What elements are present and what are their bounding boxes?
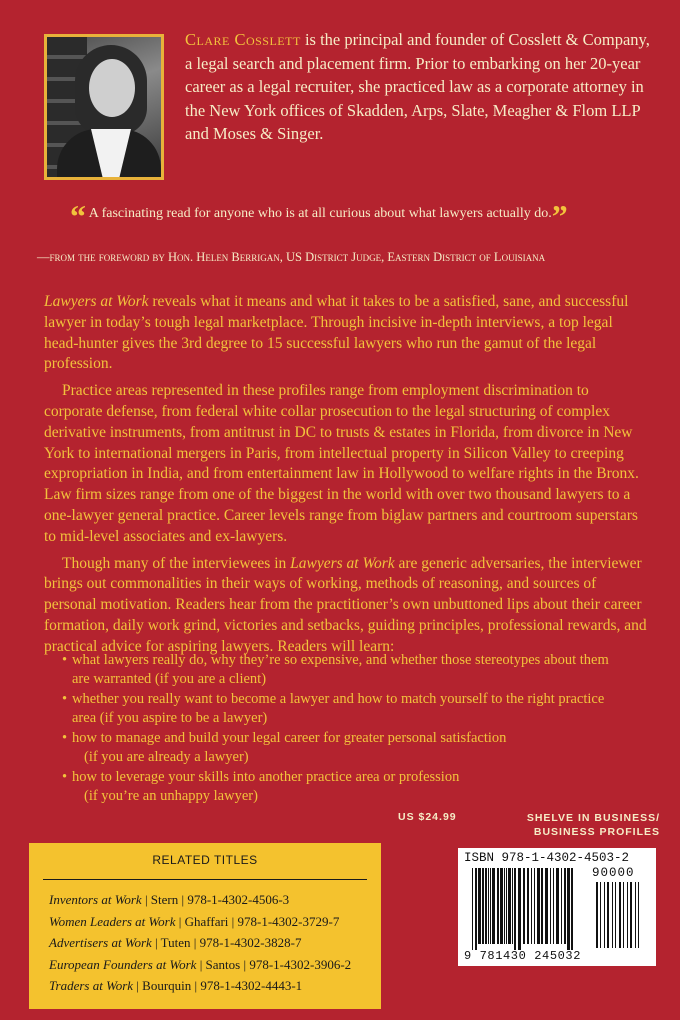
close-quote-mark: ” [551,198,568,234]
barcode-bar [638,882,639,948]
barcode-bar [541,868,543,944]
list-item-text: how to leverage your skills into another practice area or profession [72,769,460,785]
barcode-bar [571,868,573,950]
price-label: US $24.99 [398,811,457,823]
related-title-item [49,932,351,954]
barcode-bar [497,868,499,944]
barcode-bar [564,868,566,944]
author-name: Clare Cosslett [185,30,301,49]
related-title-name: European Founders at Work [49,956,197,972]
barcode-digits: 9 781430 245032 [464,949,582,963]
divider [43,879,367,880]
bullet-dot: • [62,652,68,668]
barcode-bar [492,868,495,944]
isbn-number: ISBN 978-1-4302-4503-2 [464,851,630,865]
list-item-audience: (if you’re an unhappy lawyer) [84,788,258,804]
barcode-bar [600,882,601,948]
description-p3-text: are generic adversaries, the interviewer brings out commonalities in their ways of working, methods of reasoning, and sources of personal motivation. Readers hear from the practitioner’s own unbuttoned lips about their career formation, daily work grind, victories and setbacks, guiding principles, professional rewards, and practical advice for aspiring lawyers. Readers will learn: [44,554,647,655]
barcode-bar [504,868,505,944]
description-paragraph-2: Practice areas represented in these profiles range from employment discrimination to corporate defense, from federal white collar prosecution to the legal structuring of complex derivative instruments, from antitrust in DC to trusts & estates in Florida, from divorce in New York to international mergers in Paris, from intellectual property in Silicon Valley to creeping expropriation in India, and from entertainment law in Hollywood to welfare rights in the Bronx. Law firm sizes range from one of the biggest in the world with over two thousand lawyers to a one-lawyer general practice. Career levels range from biglaw partners and courtroom superstars to mid-level associates and ex-lawyers. [44,382,639,545]
barcode-bar [550,868,551,944]
barcode-bar [506,868,507,944]
quote-text: A fascinating read for anyone who is at all curious about what lawyers actually do. [88,206,552,221]
barcode-bar [518,868,521,950]
list-item [62,651,622,689]
description-paragraph-1 [44,292,650,375]
list-item [62,690,622,728]
endorsement-quote [70,198,630,234]
related-title-details: | Ghaffari | 978-1-4302-3729-7 [175,913,340,929]
barcode-bar [508,868,511,944]
shelving-category [510,811,660,839]
isbn-barcode [458,848,656,966]
related-title-item [49,889,351,911]
barcode-bar [514,868,516,950]
related-title-details: | Stern | 978-1-4302-4506-3 [141,892,290,907]
barcode-bar [612,882,613,948]
barcode-bar [596,882,598,948]
barcode-bar [478,868,481,944]
shelving-line-2: BUSINESS PROFILES [533,826,660,838]
author-face [89,59,135,117]
quote-attribution [37,250,657,265]
barcode-bar [490,868,491,944]
list-item-text: whether you really want to become a lawyer and how to match yourself to the right practice area (if you aspire to be a lawyer) [72,691,605,726]
barcode-bar [553,868,554,944]
related-titles-heading: RELATED TITLES [152,853,258,867]
shelving-line-1: SHELVE IN BUSINESS/ [526,812,660,824]
related-title-item [49,975,351,997]
attribution-name: Hon. Helen Berrigan, US District Judge, Eastern District of Louisiana [168,250,546,264]
barcode-bar [500,868,503,944]
barcode-bar [630,882,632,948]
barcode-bar [561,868,562,944]
barcode-bar [567,868,570,950]
bullet-dot: • [62,691,68,707]
barcode-bar [635,882,636,948]
bullet-dot: • [62,769,68,785]
attribution-prefix: —from the foreword by [37,250,169,264]
barcode-bar [527,868,529,944]
related-title-name: Inventors at Work [49,892,142,907]
related-title-name: Advertisers at Work [49,935,152,950]
barcode-bar [531,868,532,944]
list-item-audience: (if you are already a lawyer) [84,749,249,765]
related-title-name: Traders at Work [49,978,134,993]
list-item [62,729,622,767]
barcode-bar [472,868,473,950]
barcode-bar [623,882,624,948]
barcode-bar [475,868,477,950]
related-titles-panel [29,843,381,1009]
description-paragraph-3 [44,554,650,658]
author-bio [185,28,655,146]
book-title: Lawyers at Work [44,293,149,310]
list-item-text: how to manage and build your legal career for greater personal satisfaction [72,730,507,746]
related-title-details: | Santos | 978-1-4302-3906-2 [196,956,352,972]
related-titles-list [49,889,351,997]
related-title-item [49,911,351,933]
book-description [44,292,650,658]
barcode-bar [556,868,559,944]
list-item-text: what lawyers really do, why they’re so expensive, and whether those stereotypes about them are warranted (if you are a client) [72,652,609,687]
author-photo [44,34,164,180]
barcode-bar [627,882,628,948]
barcode-bar [512,868,513,944]
barcode-bar [534,868,535,944]
barcode-bar [607,882,609,948]
author-bio-text: is the principal and founder of Cosslett & Company, a legal search and placement firm. Prior to embarking on her 20-year career as a legal recruiter, she practiced law as a corporate attorney in the New York offices of Skadden, Arps, Slate, Meagher & Flom LLP and Moses & Singer. [185,30,650,143]
barcode-bar [604,882,605,948]
open-quote-mark: “ [70,198,86,234]
description-p1-text: reveals what it means and what it takes to be a satisfied, sane, and successful lawyer in today’s tough legal marketplace. Through incisive in-depth interviews, a top legal head-hunter gives the 3rd degree to 15 successful lawyers who run the gamut of the legal profession. [44,293,629,373]
barcode-bar [488,868,489,944]
related-title-name: Women Leaders at Work [49,913,176,929]
bullet-dot: • [62,730,68,746]
barcode-bar [545,868,548,944]
barcode-bar [485,868,487,944]
barcode-bar [615,882,616,948]
related-title-details: | Bourquin | 978-1-4302-4443-1 [133,978,303,993]
barcode-bar [537,868,540,944]
barcode-bar [619,882,621,948]
related-title-item [49,954,351,976]
list-item [62,768,622,806]
learning-points-list [62,651,622,807]
description-p3-start: Though many of the interviewees in [62,554,291,572]
book-title-inline: Lawyers at Work [290,554,395,572]
price-addon-code: 90000 [592,866,635,880]
barcode-bar [482,868,484,944]
barcode-bar [523,868,525,944]
related-title-details: | Tuten | 978-1-4302-3828-7 [151,935,302,950]
